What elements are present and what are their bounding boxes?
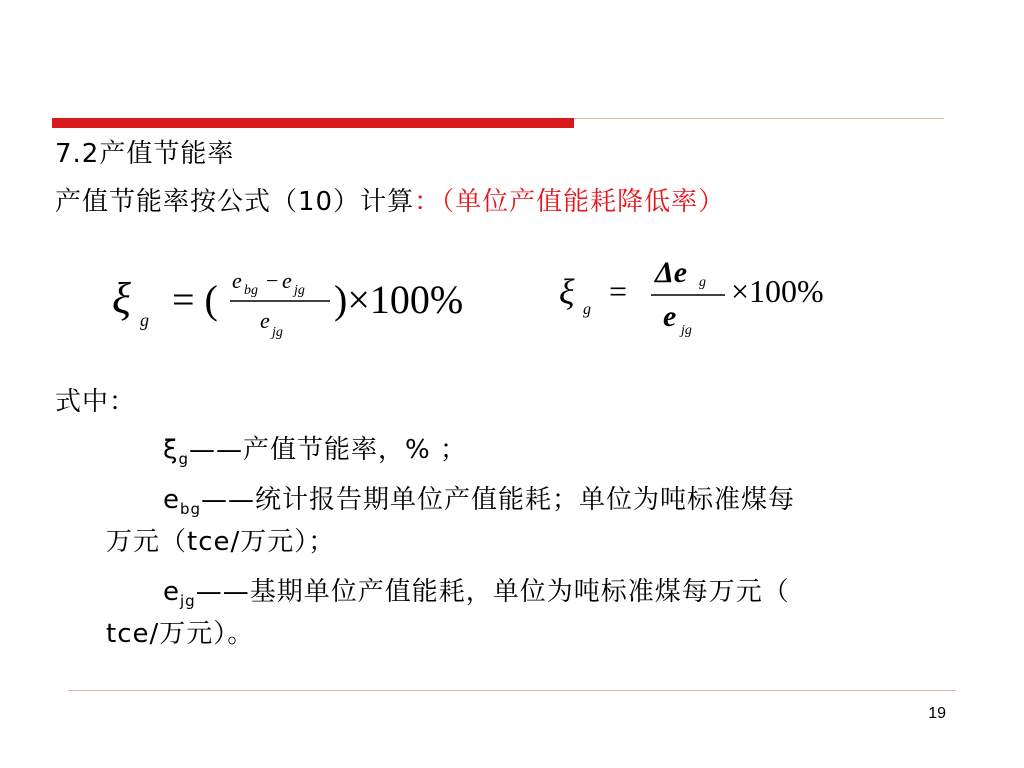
f2-lhs-sub: g <box>583 301 591 318</box>
f2-tail: ×100% <box>731 273 824 309</box>
formula-2 <box>555 252 875 344</box>
f1-lhs-symbol: ξ <box>112 274 131 323</box>
page-number: 19 <box>928 705 946 722</box>
section-heading: 7.2产值节能率 <box>55 139 235 169</box>
def1-text: ——产值节能率，% ； <box>189 435 468 465</box>
def3-sub: jg <box>180 592 196 610</box>
where-label: 式中： <box>55 387 137 417</box>
def1-symbol: ξ <box>163 435 179 465</box>
definition-ejg-cont: tce/万元）。 <box>106 619 255 649</box>
f1-num-b: e <box>282 268 292 293</box>
title-rule-accent <box>52 118 574 128</box>
intro-colon: ： <box>414 187 442 217</box>
definition-ebg-cont: 万元（tce/万元）； <box>106 527 336 557</box>
definition-ebg <box>163 484 795 525</box>
f1-num-b-sub: jg <box>294 283 305 298</box>
f1-minus: − <box>266 268 279 293</box>
formula-1 <box>108 258 508 348</box>
f2-lhs-symbol: ξ <box>559 272 575 312</box>
f1-num-a: e <box>232 268 242 293</box>
definition-xi <box>163 434 467 475</box>
f1-equals: = ( <box>172 277 218 322</box>
footer-rule <box>68 690 956 691</box>
definition-ejg <box>163 576 790 617</box>
intro-text: 产值节能率按公式（10）计算 <box>55 187 415 217</box>
def2-symbol: e <box>163 485 180 515</box>
f1-den-sub: jg <box>272 325 283 340</box>
def2-text: ——统计报告期单位产值能耗；单位为吨标准煤每 <box>201 485 796 515</box>
f1-num-a-sub: bg <box>244 283 258 298</box>
f2-num: Δe <box>655 256 688 289</box>
f2-den: e <box>663 300 677 333</box>
def3-symbol: e <box>163 577 180 607</box>
f2-den-sub: jg <box>681 323 692 338</box>
def1-sub: g <box>178 450 190 468</box>
f1-den: e <box>260 308 270 333</box>
f2-num-sub: g <box>699 275 706 290</box>
def3-text: ——基期单位产值能耗，单位为吨标准煤每万元（ <box>195 577 790 607</box>
f1-lhs-sub: g <box>140 310 149 330</box>
intro-line <box>55 186 725 218</box>
def2-sub: bg <box>180 500 202 518</box>
intro-note: （单位产值能耗降低率） <box>441 187 726 217</box>
f2-equals: = <box>609 273 628 309</box>
f1-tail: )×100% <box>334 277 464 322</box>
title-rule-thin <box>574 118 944 119</box>
